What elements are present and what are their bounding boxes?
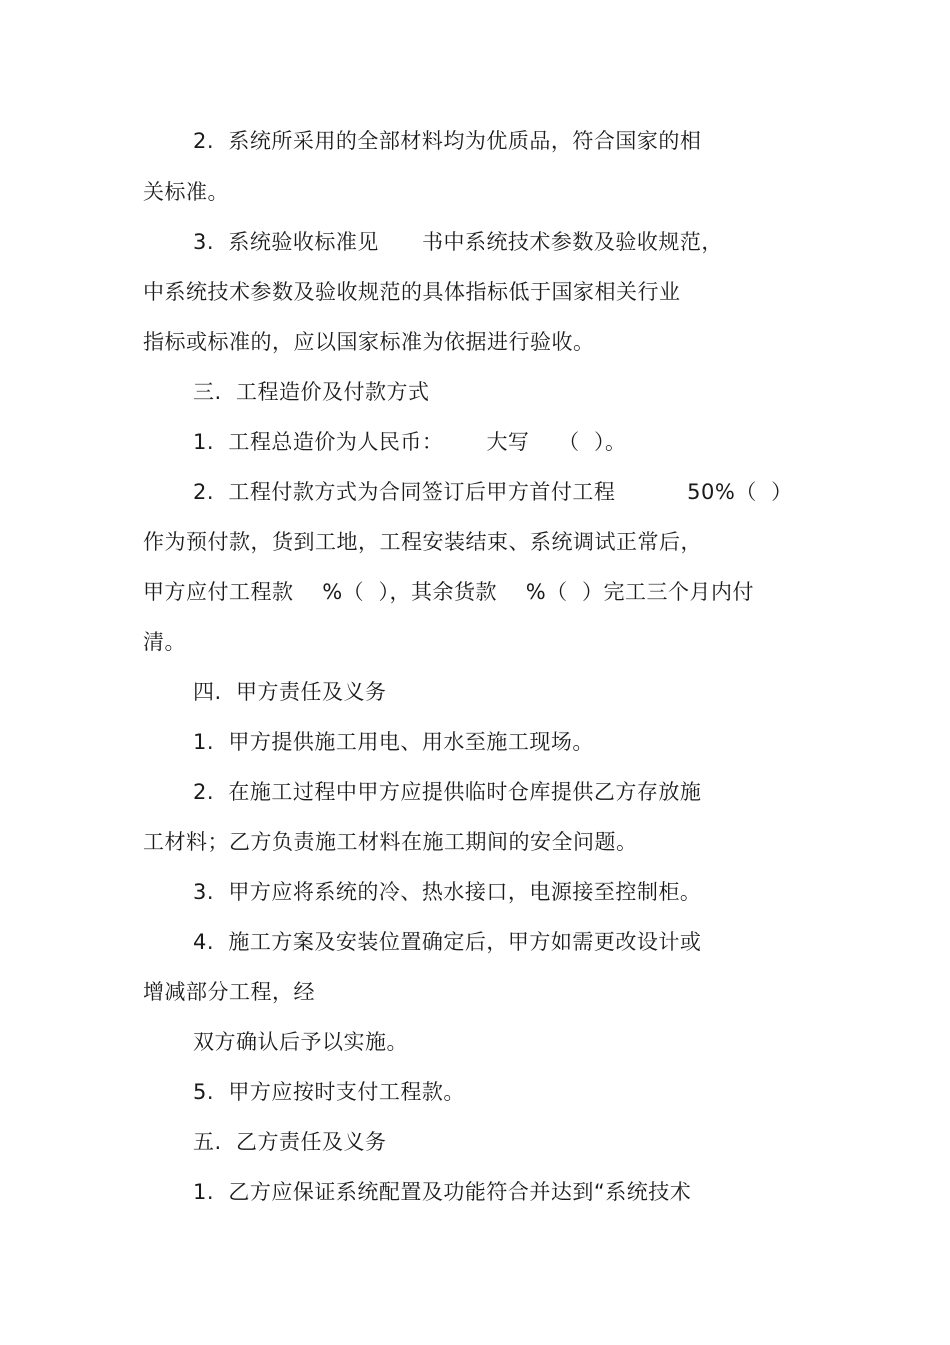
text-line: 3. 系统验收标准见 书中系统技术参数及验收规范， (193, 230, 723, 254)
text-line: 1. 乙方应保证系统配置及功能符合并达到“系统技术 (193, 1180, 692, 1204)
text-line: 清。 (143, 630, 186, 654)
section-heading: 四. 甲方责任及义务 (193, 680, 387, 704)
text-line: 1. 甲方提供施工用电、用水至施工现场。 (193, 730, 594, 754)
text-line: 工材料；乙方负责施工材料在施工期间的安全问题。 (143, 830, 638, 854)
section-heading: 三. 工程造价及付款方式 (193, 380, 430, 404)
text-line: 指标或标准的，应以国家标准为依据进行验收。 (143, 330, 595, 354)
text-line: 关标准。 (143, 180, 229, 204)
text-line: 双方确认后予以实施。 (193, 1030, 408, 1054)
text-line: 1. 工程总造价为人民币： 大写 （ ）。 (193, 430, 627, 454)
section-heading: 五. 乙方责任及义务 (193, 1130, 387, 1154)
text-line: 3. 甲方应将系统的冷、热水接口，电源接至控制柜。 (193, 880, 702, 904)
text-line: 4. 施工方案及安装位置确定后，甲方如需更改设计或 (193, 930, 702, 954)
text-line: 甲方应付工程款 %（ ），其余货款 %（ ）完工三个月内付 (143, 580, 755, 604)
text-line: 5. 甲方应按时支付工程款。 (193, 1080, 465, 1104)
text-line: 中系统技术参数及验收规范的具体指标低于国家相关行业 (143, 280, 681, 304)
text-line: 2. 工程付款方式为合同签订后甲方首付工程 50%（ ） (193, 480, 793, 504)
text-line: 2. 在施工过程中甲方应提供临时仓库提供乙方存放施 (193, 780, 702, 804)
text-line: 2. 系统所采用的全部材料均为优质品，符合国家的相 (193, 129, 702, 153)
text-line: 增减部分工程，经 (143, 980, 315, 1004)
text-line: 作为预付款，货到工地，工程安装结束、系统调试正常后， (143, 530, 702, 554)
